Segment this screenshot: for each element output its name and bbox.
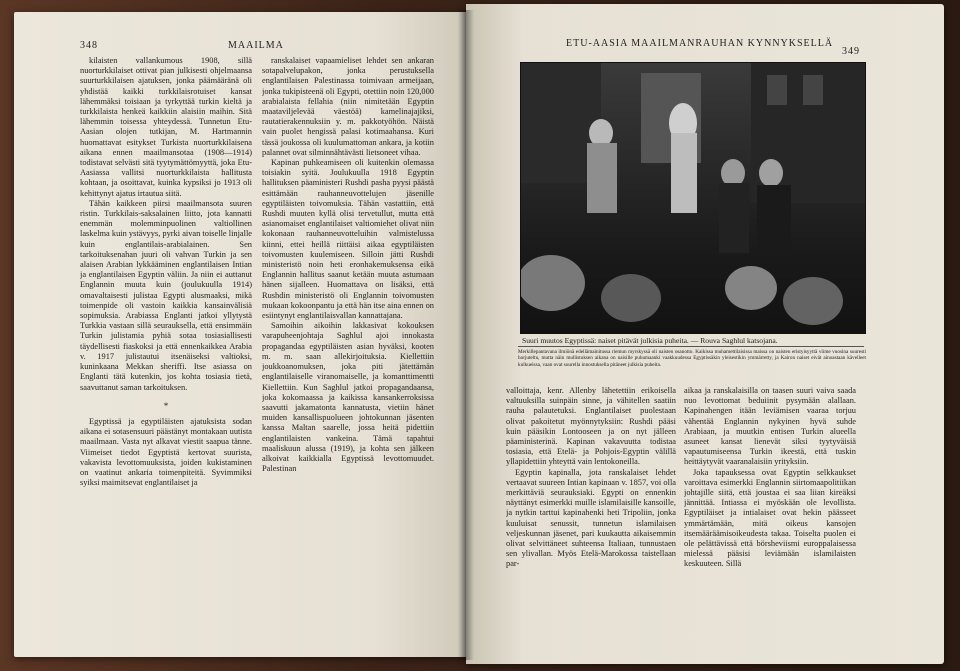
caption-rule xyxy=(518,346,864,347)
photo-image xyxy=(521,63,865,333)
paragraph: Samoihin aikoihin lakkasivat kokouksen varapuheenjohtaja Saghlul ajoi innokasta propagandaa egyptiläisten asian hyväksi, kooten m. m. saan allekirjoituksia. Kiellettiin joukkoanomuksen, joka piti jätettämän englantilaiselle viranomaiselle, ja komanttimentti Kiellettiin. Kun Saghlul jatkoi propagandaansa, joka kokomaassa ja kaikissa kansankerroksissa saavutti jakamatonta kannatusta, vietiin hänet muiden kansallispuolueen johtokunnan jäsenten kanssa Maltan saarelle, jossa heitä pidettiin englantilaisten vankeina. Tämä tapahtui maaliskuun alussa (1919), ja kohta sen jälkeen alkoivat kaikkialla Egyptissä levottomuudet. Palestinan xyxy=(262,321,434,474)
photograph-women-speaking xyxy=(520,62,866,334)
paragraph: Joka tapauksessa ovat Egyptin selkkaukset varoittava esimerkki Englannin siirtomaapolitiikan johtajille siitä, että joustaa ei saa liian kireäksi jännittää. Intiassa ei myöskään ole levollista. Egyptiläiset ja intialaiset ovat hekin päässeet ymmärtämään, mitä oikeus kansojen itsemääräämisoikeudesta takaa. Toiselta puolen ei ole pelättävissä että börsheviismi europpalaisessa mielessä pääsisi leviämään islamilaisten keskuuteen. Sillä xyxy=(684,467,856,569)
paragraph: valloittaja, kenr. Allenby lähetettiin erikoisella valtuuksilla suinpäin sinne, ja vähitellen saatiin rauha palautetuksi. Englantilaiset puolestaan olivat pakoitetut myönnytyksiin: Rushdi pääsi kuin pääsikin Lontooseen ja on nyt jälleen päaministerinä. Kapinan vakavuutta todistaa tosiasia, että Etelä- ja Pohjois-Egyptin välillä yllapidettiin yhteyttä vain lentokoneilla. xyxy=(506,386,676,467)
right-column-2 xyxy=(684,386,856,636)
paragraph: Egyptin kapinalla, jota ranskalaiset lehdet vertaavat suureen Intian kapinaan v. 1857, voi olla merkittäviä seurauksiaki. Egypti on ennenkin näyttänyt esimerkki muille islamilaisille kansoille, ja nytkin tarttui kapinahenki heti Tripoliin, jonka kuuluisat senussit, tunnetun islamilaisen veljeskunnan jäsenet, pari kuukautta aikaisemmin olivat selvittäneet suhteensa Italiaan, tunnustaen sen ylivallan. Myös Etelä-Marokossa taistellaan par- xyxy=(506,467,676,569)
right-column-1 xyxy=(506,386,676,636)
paragraph: Kapinan puhkeamiseen oli kuitenkin olemassa toisiakin syitä. Joulukuulla 1918 Egyptin hallituksen päaministeri Rushdi pasha pyysi päästä esittämään rauhanneuvottelujen jäsenille egyptiläisten toivomuksia. Tähän vastattiin, että Rushdi muuten kyllä olisi tervetullut, mutta että asianomaiset englantilaiset valtiomiehet olivat niin kokonaan rauhanneuvotteluihin valmistelussa kiinni, ettei heillä riittäisi aikaa egyptiläisten toivomusten kuulemiseen. Silloin jätti Rushdi ministeristö noin heti eronhakemuksensa eikä Englannin hallitus saanut ketään muuta astumaan hänen sijalleen. Huomattava on lisäksi, että Rushdin ministeristö oli Englannin toivomusten mukaan kokoonpantu ja että hän itse aina ennen on esiintynyt englantilaisvallan kannattajana. xyxy=(262,158,434,321)
paragraph: Egyptissä ja egyptiläisten ajatuksista sodan aikana ei sotasensuuri päästänyt montakaan uutista maailmaan. Vasta nyt alkavat viestit saapua tänne. Viimeiset tiedot Egyptistä kertovat suurista, vakavista levottomuuksista, joiden kukistaminen on vaatinut ankaria toimenpiteitä. Syvimmiksi syiksi maimitsevat englantilaiset ja xyxy=(80,416,252,488)
right-page-number: 349 xyxy=(842,46,860,57)
left-column-1 xyxy=(80,56,252,616)
paragraph: Tähän kaikkeen piirsi maailmansota suuren ristin. Turkkilais-saksalainen liitto, jota kannatti enemmän molemminpuolinen valtiollinen laskelma kuin ystävyys, pyrki aivan toiselle linjalle kuin englantilais-arabialainen. Sen tarkoituksenahan juuri oli vahvan Turkin ja sen alaisen Arabian lykkääminen englantilaisen Intian ja englantilaisen Egyptin väliin. Ja niin ei auttanut Englannin muuta kuin (joulukuulla 1914) omavaltaisesti julistaa Egypti alusmaaksi, mikä toimenpide oli vastoin kaikkia kansainvälisiä sopimuksia. Arabiassa Englanti jatkoi yllytystä Turkkia vastaan sillä seurauksella, että ensimmäin Turkin julistamia pyhiä sotaa tosiasiallisesti täydellisesti fiaskoksi ja että ennenkaikkea Arabia v. 1917 julistautui itsenäiseksi valtioksi, kuninkaana Mekkan sheriffi. Itse asiassa on Englanti tätä kutenkin, jos kohta tosiasia tietä, saavuttanut saman tarkoituksen. xyxy=(80,198,252,392)
left-running-head: MAAILMA xyxy=(228,40,284,51)
book-gutter xyxy=(458,10,474,660)
photo-caption-details: Merkillepantavana ilmiönä edellämainitussa riemun myrskyssä oli naisten osanotto. Kaikissa muhamettilaisissa maissa on naisten eristyisyyttä viime vuosina suuresti horjuteltu, mutta näin mullistuksen aikana on naisille puhumaanki vaakkuudessa Egyptissäkin yleisestikin ymmärretty, ja Kairon naiset eivät ainoastaan kävelleet kulkueissa, vaan ovat suurella innostuksella pitäneet julkisia puheita. xyxy=(518,349,866,368)
left-column-2 xyxy=(262,56,434,616)
paragraph: ranskalaiset vapaamieliset lehdet sen ankaran sotapalvelupakon, jonka perustuksella englantilaisen Palestinassa toimivaan armeijaan, jonka tukipisteenä oli Egypti, otettiin noin 120,000 arabialaista fellahia (niin nimitetään Egyptin maataviljelevää väestöä) kamelinajajiksi, rautatierakennuksiin y. m. pakkotyöhön. Näistä vain puolet hengissä palasi kotimaahansa. Kuri tässä joukossa oli kuulumattoman ankara, ja kotiin palannet ovat silminnähtävästi lietsoneet vihaa. xyxy=(262,56,434,157)
left-page-number: 348 xyxy=(80,40,98,51)
paragraph: kilaisten vallankumous 1908, sillä nuorturkkilaiset ottivat pian julkisesti ohjelmaansa suurturkkilaisen ajatuksen, jonka päämääränä oli yhdistää kaikki turkkilaisrotuiset kansat lähemmäksi toisiaan ja tyrkyttää turkin kieltä ja turkkilaista henkeä kaikkiin alaisiin maihin. Sitä lähemmin toisessa yhteydessä. Tunnetun Etu-Aasian olojen tutkijan, M. Hartmannin huomattavat esitykset Turkista nuorturkkilaisena aikana ennen maailmansotaa (1908—1914) todistavat selvästi sitä tyytymättömyyttä, joka Etu-Aasiassa vallitsi nuorturkkilaista hallitusta kohtaan, ja osoittavat, kuinka kypsiksi jo 1913 oli kehittynyt ajatus irtautua siitä. xyxy=(80,56,252,198)
paragraph: aikaa ja ranskalaisilla on taasen suuri vaiva saada nuo levottomat beduiinit pysymään alallaan. Kapinahengen itään leviämisen vaaraa torjuu vähentää Englannin nykyinen hyvä suhde Arabiaan, ja muutkin entisen Turkin alueella asuneet kansat lienevät siksi tyytyväisiä vapautumiseensa Turkin ikeestä, että tuskin heittäytyvät vaaranalaisiin yrityksiin. xyxy=(684,386,856,467)
right-running-head: ETU-AASIA MAAILMANRAUHAN KYNNYKSELLÄ xyxy=(566,38,834,49)
photo-caption: Suuri muutos Egyptissä: naiset pitävät julkisia puheita. — Rouva Saghlul katsojana. xyxy=(522,336,778,345)
section-separator: * xyxy=(163,400,169,411)
